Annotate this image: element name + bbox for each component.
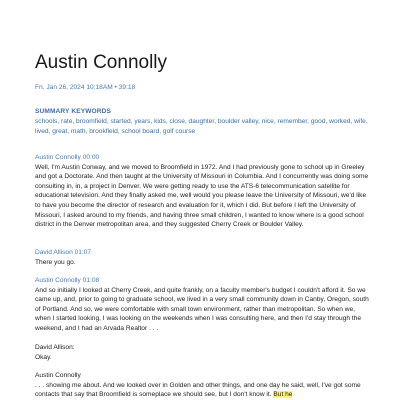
transcript-block — [35, 371, 370, 400]
transcript-text: Well, I'm Austin Conway, and we moved to Broomfield in 1972. And I had previously gone to school up in Greeley and got a Doctorate. And then taught at the University of Missouri in Columbia. And I concurrently was doing some consulting in, in, a project in Denver. We were getting ready to use the ATS-6 telecommunication satellite for educational television. And they finally asked me, well would you please leave the University of Missouri, we'd like to have you become the director of research and evaluation for it, which I did. But before I left the University of Missouri, I asked around to my friends, and having three small children, I wanted to know where is a good school district in the Denver metropolitan area, and they suggested Cherry Creek or Boulder Valley. — [35, 163, 369, 229]
transcript-block — [35, 153, 370, 230]
speaker-label: Austin Connolly 00:00 — [35, 154, 100, 161]
transcript-text: And so initially I looked at Cherry Creek, and quite frankly, on a faculty member's budget I couldn't afford it. So we came up, and, prior to going to graduate school, we lived in a very small community down in Canby, Oregon, south of Portland. And so, we were comfortable with small town environment, rather than metropolitan. So when we, when I started looking, I was looking on the weekends when I was consulting here, and then I'd stay through the weekend, and I had an Arvada Realtor . . . — [35, 286, 369, 332]
highlighted-text: But he — [273, 391, 293, 399]
transcript-block — [35, 276, 370, 334]
summary-keywords-text: schools, rate, broomfield, started, years, kids, close, daughter, boulder valley, nice, remember, good, worked, wife, lived, great, math, brookfield, school board, golf course — [35, 118, 368, 135]
speaker-label: Austin Connolly 01:08 — [35, 277, 100, 284]
transcript-text: Okay. — [35, 353, 52, 361]
recording-meta: Fri, Jan 26, 2024 10:18AM • 39:18 — [35, 84, 136, 91]
transcript-block — [35, 248, 370, 267]
speaker-label: David Allison 01:07 — [35, 249, 92, 256]
transcript-text-body: . . . showing me about. And we looked over in Golden and other things, and one day he said, well, I've got some contacts that say that Broomfield is someplace we should see, but I don't know it. — [35, 381, 361, 399]
transcript-text — [35, 381, 370, 400]
speaker-label: David Allison: — [35, 344, 75, 351]
transcript-text: There you go. — [35, 258, 76, 266]
summary-keywords-heading: SUMMARY KEYWORDS — [35, 108, 111, 115]
speaker-label: Austin Connolly — [35, 372, 81, 379]
transcript-block — [35, 343, 370, 362]
document-title: Austin Connolly — [35, 52, 168, 73]
